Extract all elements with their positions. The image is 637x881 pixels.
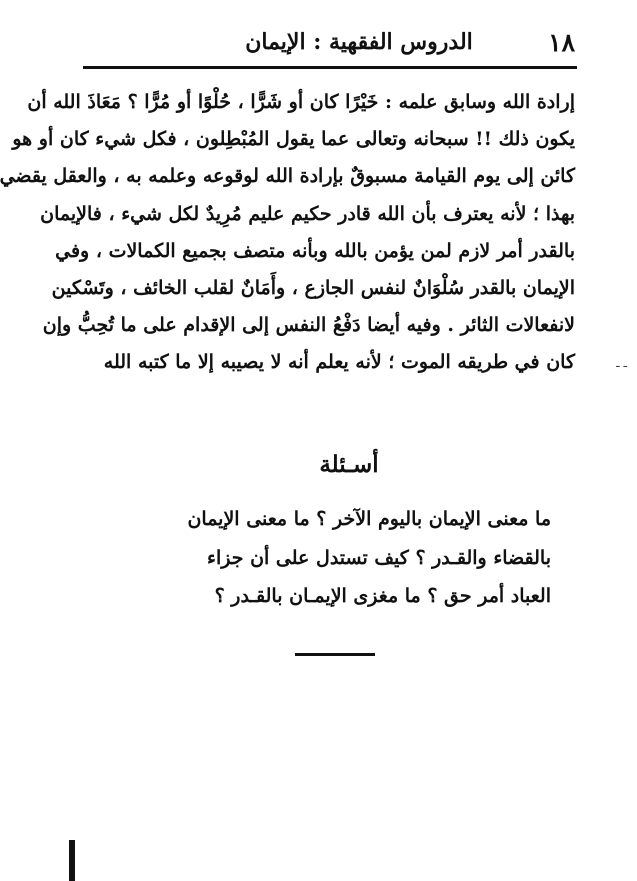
- body-paragraph: [0, 84, 575, 382]
- body-line: بهذا ؛ لأنه يعترف بأن الله قادر حكيم عليم مُرِيدٌ لكل شيء ، فالإيمان: [40, 202, 575, 225]
- body-line: إرادة الله وسابق علمه : خَيْرًا كان أو شَرًّا ، حُلْوًا أو مُرًّا ؟ مَعَاذَ الله أن: [27, 91, 575, 113]
- body-line: يكون ذلك !! سبحانه وتعالى عما يقول المُبْطِلون ، فكل شيء كان أو هو: [12, 128, 575, 151]
- header-rule: [83, 66, 577, 69]
- margin-mark: ـ ـ: [616, 356, 627, 370]
- question-line: ما معنى الإيمان باليوم الآخر ؟ ما معنى الإيمان: [187, 508, 551, 530]
- questions-block: [151, 500, 551, 616]
- page-number: ١٨: [548, 27, 575, 57]
- scan-edge-mark: [69, 840, 75, 881]
- end-rule: [295, 653, 375, 656]
- running-title: الدروس الفقهية : الإيمان: [245, 29, 473, 55]
- section-heading: أسـئلة: [319, 451, 379, 478]
- body-line: كائن إلى يوم القيامة مسبوقٌ بإرادة الله لوقوعه وعلمه به ، والعقل يقضي: [0, 165, 575, 188]
- body-line: الإيمان بالقدر سُلْوَانٌ لنفس الجازع ، وأَمَانٌ لقلب الخائف ، وتَسْكين: [51, 276, 575, 299]
- question-line: بالقضاء والقـدر ؟ كيف تستدل على أن جزاء: [207, 546, 551, 569]
- body-line: لانفعالات الثائر . وفيه أيضا دَفْعُ النفس إلى الإقدام على ما تُحِبُّ وإن: [42, 314, 575, 337]
- body-line: بالقدر أمر لازم لمن يؤمن بالله وبأنه متصف بجميع الكمالات ، وفي: [55, 239, 575, 262]
- question-line: العباد أمر حق ؟ ما مغزى الإيمـان بالقـدر ؟: [214, 585, 551, 607]
- body-line: كان في طريقه الموت ؛ لأنه يعلم أنه لا يصيبه إلا ما كتبه الله: [103, 351, 575, 374]
- page-header: [133, 24, 575, 60]
